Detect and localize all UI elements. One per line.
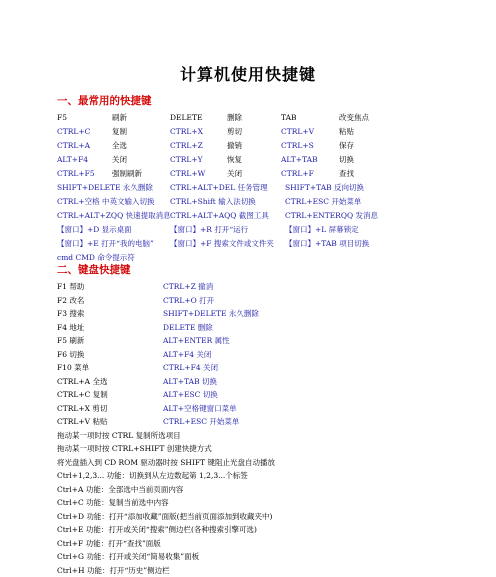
shortcut-key: CTRL+F5 bbox=[57, 169, 95, 178]
key-entry-right: ALT+TAB 切换 bbox=[163, 376, 217, 386]
shortcut-desc: 刷新 bbox=[112, 113, 127, 122]
shortcut-key: F5 bbox=[57, 113, 67, 122]
key-entry-right: ALT+F4 关闭 bbox=[163, 349, 212, 359]
shortcut-desc: 全选 bbox=[112, 141, 127, 150]
key-entry-left: F2 改名 bbox=[57, 295, 85, 305]
shortcut-key: CTRL+V bbox=[281, 127, 315, 136]
shortcut-key: CTRL+C bbox=[57, 127, 91, 136]
shortcut-desc: 复制 bbox=[112, 127, 127, 136]
section1-heading: 一、最常用的快捷键 bbox=[57, 95, 152, 107]
tip-line: 将光盘插入到 CD ROM 驱动器时按 SHIFT 键阻止光盘自动播放 bbox=[57, 457, 275, 467]
shortcut-entry: CTRL+Shift 输入法切换 bbox=[170, 197, 256, 206]
shortcut-key: CTRL+A bbox=[57, 141, 91, 150]
shortcut-key: CTRL+Z bbox=[170, 141, 203, 150]
shortcut-entry: 【窗口】+D 显示桌面 bbox=[57, 225, 132, 234]
key-entry-right: SHIFT+DELETE 永久删除 bbox=[163, 309, 259, 318]
shortcut-desc: 切换 bbox=[339, 155, 354, 164]
section2-heading: 二、键盘快捷键 bbox=[57, 264, 131, 276]
shortcut-key: ALT+F4 bbox=[57, 155, 89, 164]
shortcut-entry: CTRL+ESC 开始菜单 bbox=[285, 197, 362, 206]
shortcut-entry: CTRL+ALT+ZQQ 快速提取消息 bbox=[57, 211, 171, 220]
shortcut-key: CTRL+X bbox=[170, 127, 203, 136]
shortcut-entry: CTRL+ALT+AQQ 截图工具 bbox=[170, 211, 269, 220]
key-entry-left: F4 地址 bbox=[57, 322, 85, 332]
tip-line: Ctrl+F 功能：打开“查找”面版 bbox=[57, 538, 161, 548]
key-entry-right: CTRL+F4 关闭 bbox=[163, 363, 219, 372]
key-entry-right: DELETE 删除 bbox=[163, 322, 213, 332]
shortcut-key: TAB bbox=[281, 113, 297, 122]
key-entry-left: CTRL+V 粘贴 bbox=[57, 417, 108, 426]
key-entry-right: ALT+空格键窗口菜单 bbox=[163, 403, 237, 413]
shortcut-key: ALT+TAB bbox=[281, 155, 318, 164]
key-entry-right: CTRL+Z 撤消 bbox=[163, 282, 214, 291]
shortcut-entry: CTRL+ALT+DEL 任务管理 bbox=[170, 183, 268, 192]
shortcut-desc: 剪切 bbox=[227, 127, 242, 136]
key-entry-left: F5 刷新 bbox=[57, 336, 85, 345]
key-entry-left: F10 菜单 bbox=[57, 363, 90, 372]
shortcut-entry: CTRL+空格 中英文输入切换 bbox=[57, 197, 155, 206]
shortcut-entry: 【窗口】+E 打开“我的电脑” bbox=[57, 239, 154, 248]
key-entry-right: ALT+ESC 切换 bbox=[163, 390, 218, 399]
tip-line: Ctrl+C 功能：复制当前选中内容 bbox=[57, 498, 169, 507]
shortcut-desc: 保存 bbox=[339, 141, 354, 150]
tip-line: 拖动某一项时按 CTRL 复制所选项目 bbox=[57, 430, 181, 440]
shortcut-desc: 强制刷新 bbox=[112, 169, 142, 178]
tip-line: 拖动某一项时按 CTRL+SHIFT 创建快捷方式 bbox=[57, 444, 212, 453]
shortcut-entry: cmd CMD 命令提示符 bbox=[57, 253, 135, 262]
key-entry-left: F1 帮助 bbox=[57, 282, 85, 291]
shortcut-entry: SHIFT+DELETE 永久删除 bbox=[57, 183, 153, 192]
shortcut-entry: 【窗口】+R 打开“运行 bbox=[170, 225, 249, 234]
shortcut-desc: 查找 bbox=[339, 169, 354, 178]
tip-line: Ctrl+H 功能：打开“历史”侧边栏 bbox=[57, 565, 170, 575]
shortcut-desc: 关闭 bbox=[227, 169, 242, 178]
shortcut-desc: 粘贴 bbox=[339, 127, 354, 136]
key-entry-right: CTRL+O 打开 bbox=[163, 295, 215, 305]
key-entry-left: CTRL+C 复制 bbox=[57, 390, 108, 399]
shortcut-key: CTRL+Y bbox=[170, 155, 203, 164]
key-entry-left: CTRL+A 全选 bbox=[57, 376, 108, 386]
shortcut-desc: 撤销 bbox=[227, 141, 242, 150]
key-entry-right: ALT+ENTER 属性 bbox=[163, 336, 230, 345]
shortcut-entry: SHIFT+TAB 反向切换 bbox=[285, 183, 365, 192]
shortcut-desc: 恢复 bbox=[227, 155, 242, 164]
key-entry-right: CTRL+ESC 开始菜单 bbox=[163, 417, 240, 426]
tip-line: Ctrl+A 功能：全部选中当前页面内容 bbox=[57, 484, 184, 494]
tip-line: Ctrl+G 功能：打开或关闭“简易收集”面板 bbox=[57, 552, 200, 561]
key-entry-left: F3 搜索 bbox=[57, 309, 85, 318]
key-entry-left: CTRL+X 剪切 bbox=[57, 403, 108, 413]
shortcut-key: DELETE bbox=[170, 113, 203, 122]
shortcut-key: CTRL+S bbox=[281, 141, 314, 150]
shortcut-desc: 删除 bbox=[227, 113, 242, 122]
shortcut-entry: 【窗口】+TAB 项目切换 bbox=[285, 239, 370, 248]
shortcut-desc: 关闭 bbox=[112, 155, 127, 164]
shortcut-entry: 【窗口】+F 搜索文件或文件夹 bbox=[170, 239, 274, 248]
shortcut-entry: CTRL+ENTERQQ 发消息 bbox=[285, 211, 378, 220]
shortcut-key: CTRL+W bbox=[170, 169, 206, 178]
tip-line: Ctrl+D 功能：打开“添加收藏”面版(把当前页面添加到收藏夹中) bbox=[57, 511, 273, 521]
shortcut-key: CTRL+F bbox=[281, 169, 314, 178]
tip-line: Ctrl+E 功能：打开或关闭“搜索”侧边栏(各种搜索引擎可选) bbox=[57, 525, 257, 534]
shortcut-entry: 【窗口】+L 屏幕锁定 bbox=[285, 225, 359, 234]
shortcut-desc: 改变焦点 bbox=[339, 113, 369, 122]
page-title: 计算机使用快捷键 bbox=[179, 65, 316, 84]
key-entry-left: F6 切换 bbox=[57, 349, 85, 359]
tip-line: Ctrl+1,2,3... 功能：切换到从左边数起第 1,2,3...个标签 bbox=[57, 471, 248, 480]
